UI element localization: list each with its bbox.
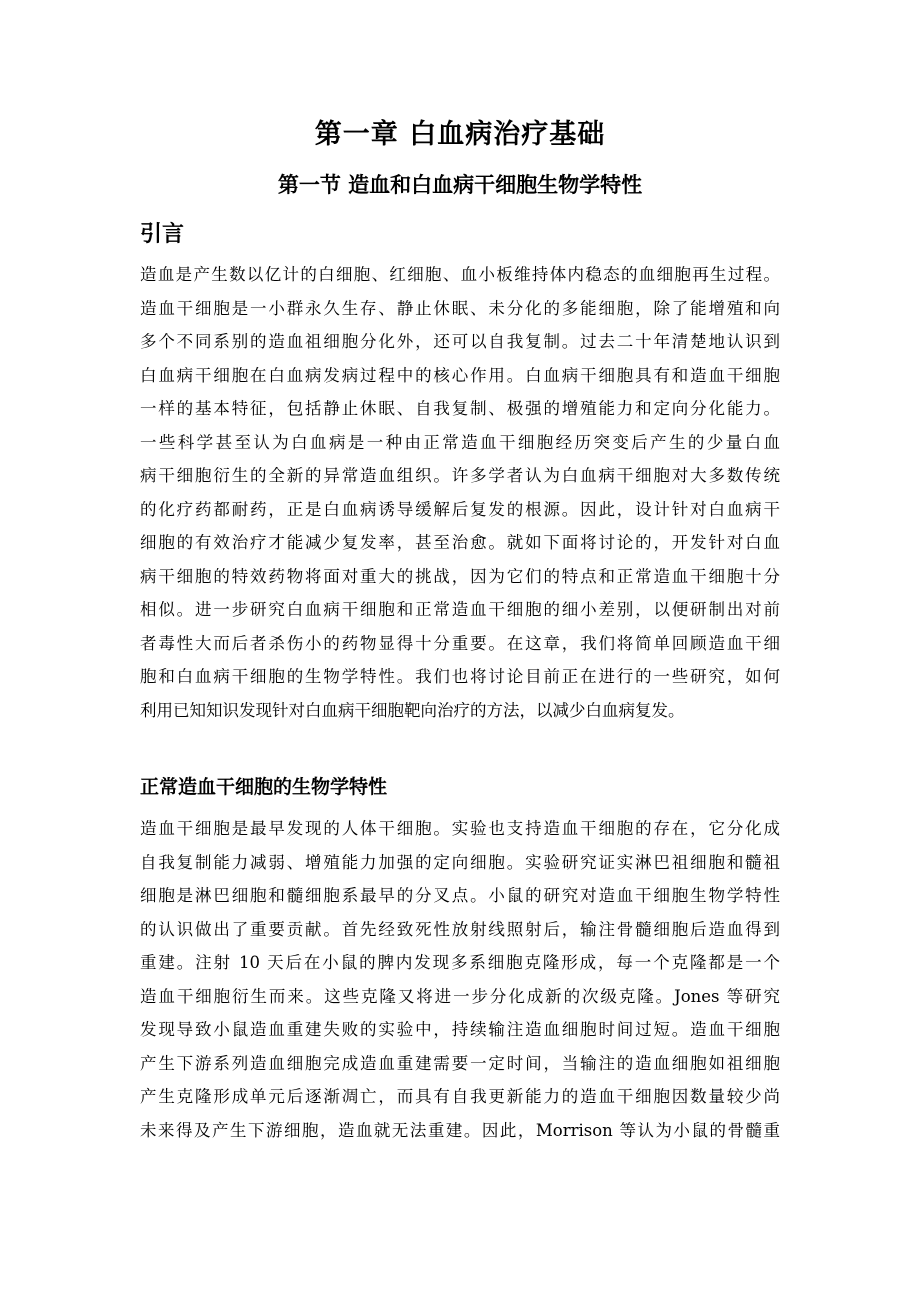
paragraph-line: 产生下游系列造血细胞完成造血重建需要一定时间，当输注的造血细胞如祖细胞 — [140, 1053, 780, 1073]
paragraph-line: 自我复制能力减弱、增殖能力加强的定向细胞。实验研究证实淋巴祖细胞和髓祖 — [140, 852, 780, 872]
paragraph-line: 病干细胞的特效药物将面对重大的挑战，因为它们的特点和正常造血干细胞十分 — [140, 566, 780, 586]
paragraph-line: 胞和白血病干细胞的生物学特性。我们也将讨论目前正在进行的一些研究，如何 — [140, 667, 780, 686]
paragraph-line: 发现导致小鼠造血重建失败的实验中，持续输注造血细胞时间过短。造血干细胞 — [140, 1020, 780, 1039]
paragraph-line: 病干细胞衍生的全新的异常造血组织。许多学者认为白血病干细胞对大多数传统 — [140, 466, 780, 485]
paragraph-line: 造血是产生数以亿计的白细胞、红细胞、血小板维持体内稳态的血细胞再生过程。 — [140, 265, 780, 284]
paragraph-line: 一些科学甚至认为白血病是一种由正常造血干细胞经历突变后产生的少量白血 — [140, 432, 780, 452]
paragraph-line: 造血干细胞是最早发现的人体干细胞。实验也支持造血干细胞的存在，它分化成 — [140, 819, 780, 838]
paragraph-line: 造血干细胞是一小群永久生存、静止休眠、未分化的多能细胞，除了能增殖和向 — [140, 298, 780, 318]
paragraph-line: 重建。注射 10 天后在小鼠的脾内发现多系细胞克隆形成，每一个克隆都是一个 — [140, 953, 780, 972]
paragraph-line: 未来得及产生下游细胞，造血就无法重建。因此，Morrison 等认为小鼠的骨髓重 — [140, 1120, 780, 1140]
paragraph-line: 的认识做出了重要贡献。首先经致死性放射线照射后，输注骨髓细胞后造血得到 — [140, 919, 780, 939]
paragraph-line: 白血病干细胞在白血病发病过程中的核心作用。白血病干细胞具有和造血干细胞 — [140, 365, 780, 385]
paragraph-line: 的化疗药都耐药，正是白血病诱导缓解后复发的根源。因此，设计针对白血病干 — [140, 499, 780, 519]
normal-hsc-heading: 正常造血干细胞的生物学特性 — [140, 776, 388, 798]
paragraph-line: 者毒性大而后者杀伤小的药物显得十分重要。在这章，我们将简单回顾造血干细 — [140, 633, 780, 653]
paragraph-line: 多个不同系别的造血祖细胞分化外，还可以自我复制。过去二十年清楚地认识到 — [140, 332, 780, 351]
paragraph-line: 造血干细胞衍生而来。这些克隆又将进一步分化成新的次级克隆。Jones 等研究 — [140, 986, 780, 1006]
section-title: 第一节 造血和白血病干细胞生物学特性 — [277, 173, 643, 197]
paragraph-line: 一样的基本特征，包括静止休眠、自我复制、极强的增殖能力和定向分化能力。 — [140, 399, 780, 418]
paragraph-line: 产生克隆形成单元后逐渐凋亡，而具有自我更新能力的造血干细胞因数量较少尚 — [140, 1087, 780, 1106]
paragraph-line: 细胞是淋巴细胞和髓细胞系最早的分叉点。小鼠的研究对造血干细胞生物学特性 — [140, 886, 780, 905]
chapter-title: 第一章 白血病治疗基础 — [314, 119, 606, 150]
intro-heading: 引言 — [140, 222, 185, 247]
normal-hsc-paragraph — [140, 812, 780, 1147]
paragraph-line: 相似。进一步研究白血病干细胞和正常造血干细胞的细小差别，以便研制出对前 — [140, 600, 780, 619]
intro-paragraph — [140, 258, 780, 727]
paragraph-line: 利用已知知识发现针对白血病干细胞靶向治疗的方法，以减少白血病复发。 — [140, 700, 685, 720]
paragraph-line: 细胞的有效治疗才能减少复发率，甚至治愈。就如下面将讨论的，开发针对白血 — [140, 533, 780, 552]
